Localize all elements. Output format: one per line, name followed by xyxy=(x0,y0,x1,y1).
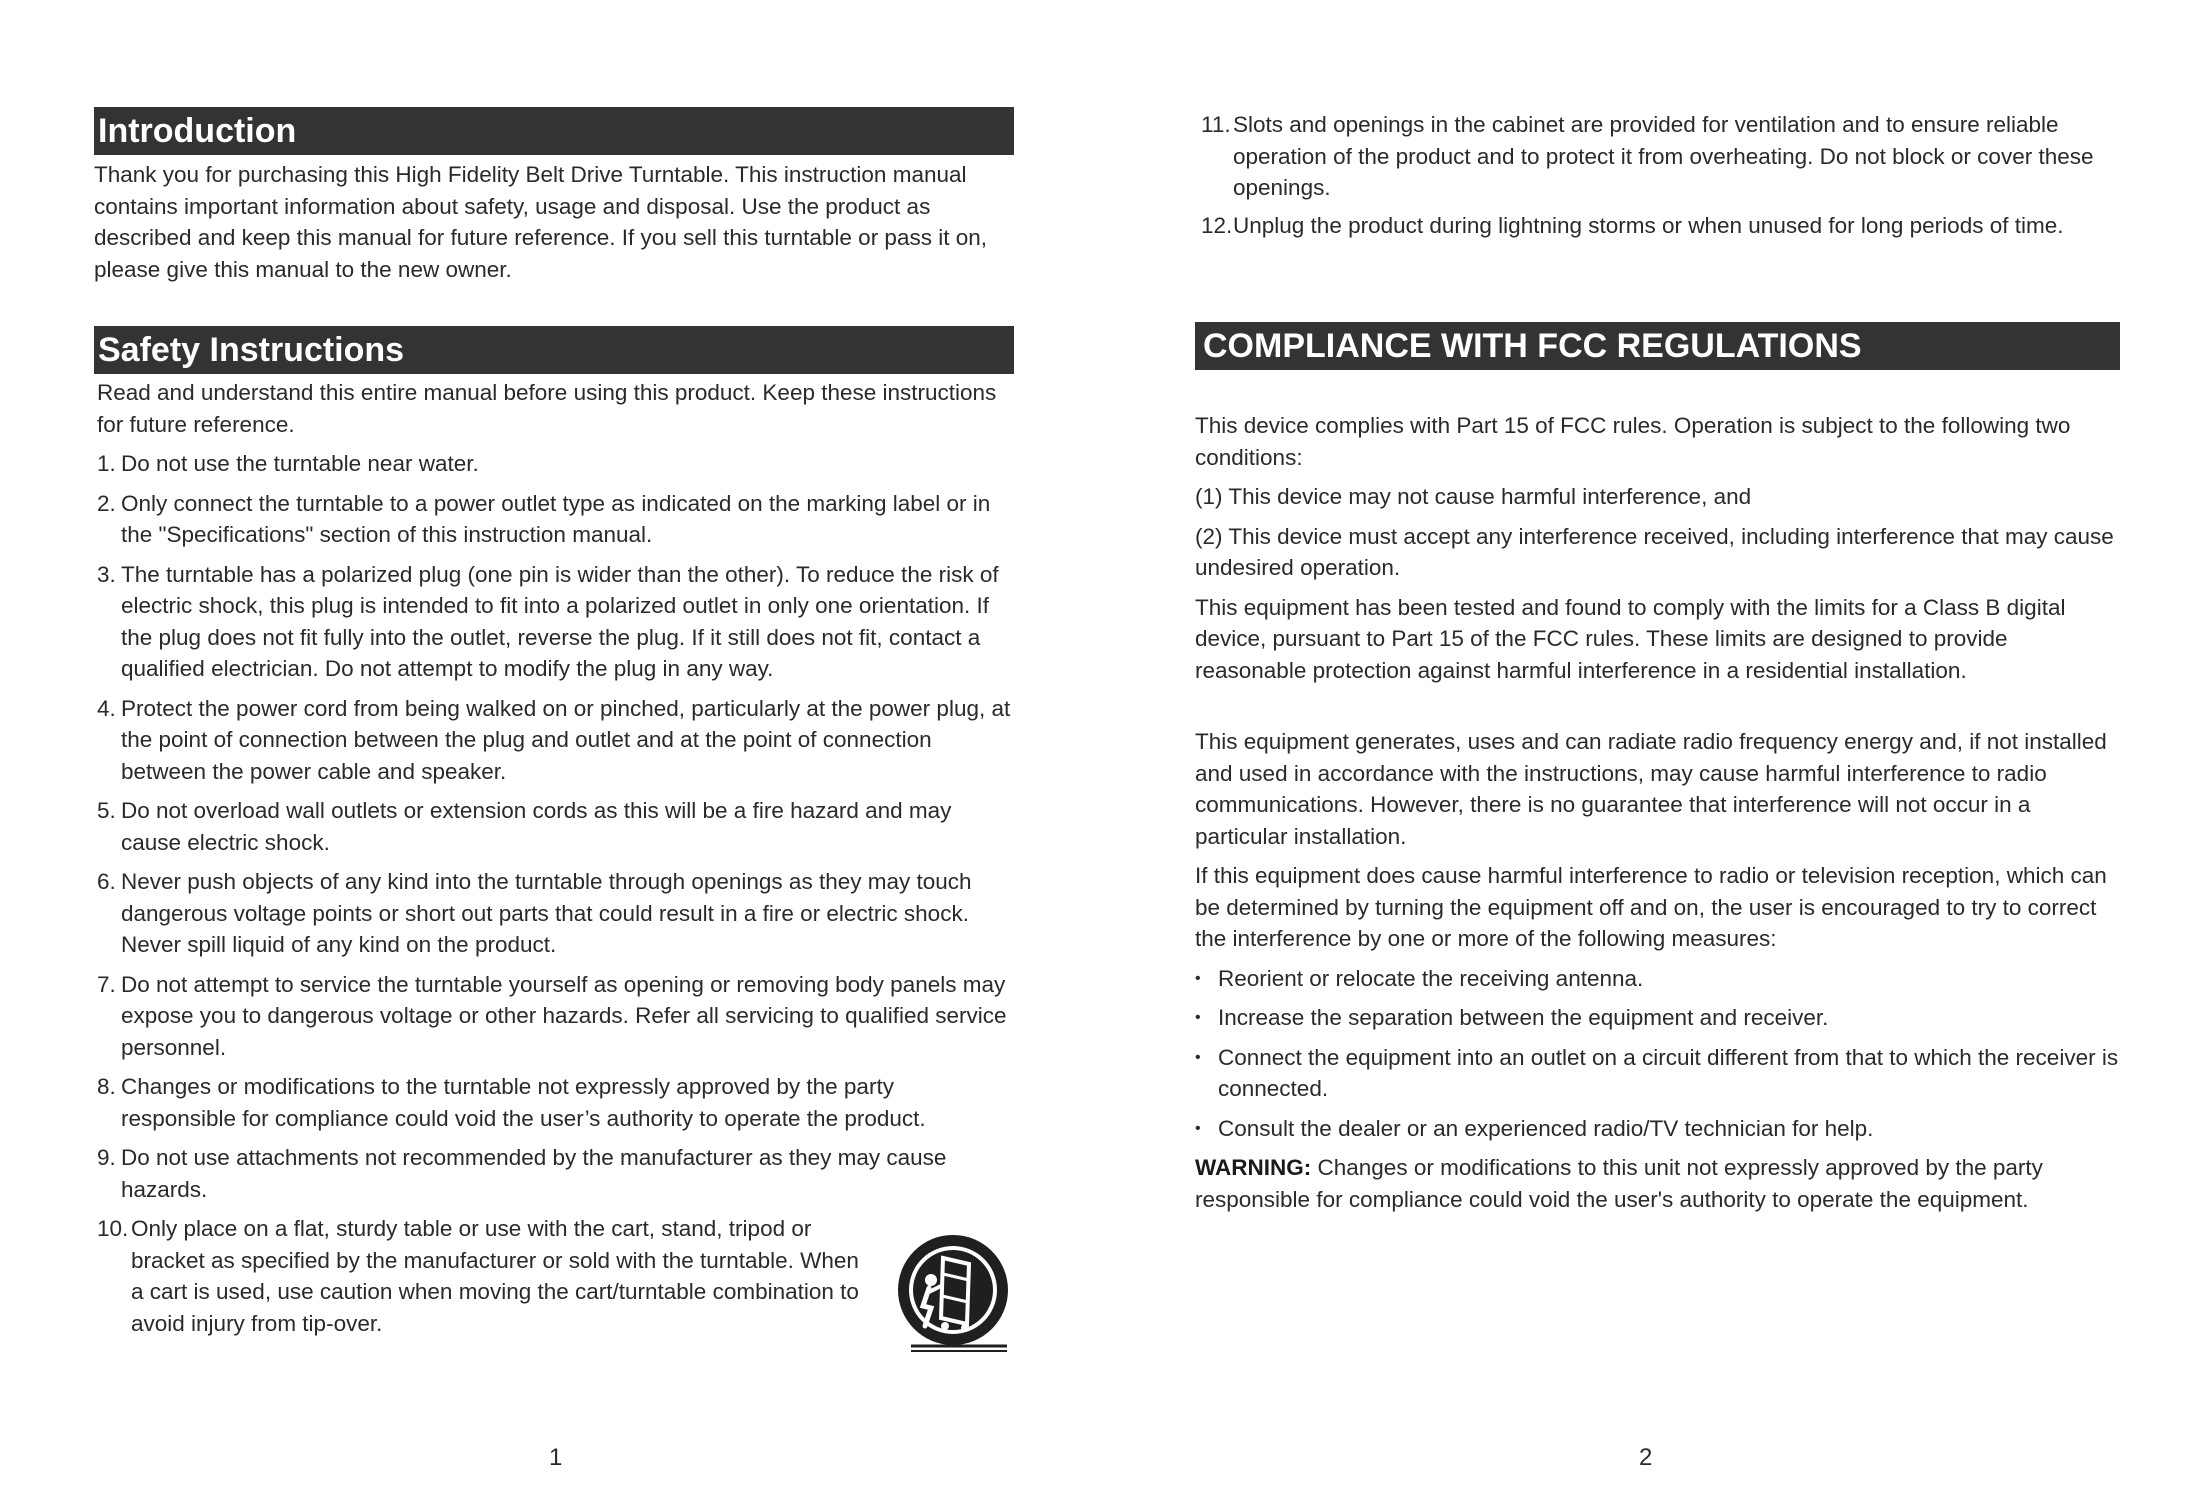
fcc-condition-2: (2) This device must accept any interference received, including interference that may cause undesired operation. xyxy=(1195,523,2114,580)
item-text: Only connect the turntable to a power outlet type as indicated on the marking label or in the "Specifications" section of this instruction manual. xyxy=(121,490,991,547)
safety-list xyxy=(94,448,1014,1339)
list-item xyxy=(97,1142,1014,1205)
safety-lead: Read and understand this entire manual before using this product. Keep these instructions for future reference. xyxy=(97,380,997,437)
item-number: 6. xyxy=(97,869,116,894)
item-number: 1. xyxy=(97,451,116,476)
item-text: Reorient or relocate the receiving antenna. xyxy=(1218,965,1644,991)
item-number: 12. xyxy=(1201,212,1233,238)
fcc-heading: COMPLIANCE WITH FCC REGULATIONS xyxy=(1195,322,2120,370)
list-item xyxy=(97,795,1014,858)
warning-text: Changes or modifications to this unit not expressly approved by the party responsible for compliance could void the user's authority to operate the equipment. xyxy=(1195,1155,2043,1212)
item-number: 11. xyxy=(1201,112,1231,137)
introduction-section xyxy=(94,107,1014,285)
list-item xyxy=(97,1213,871,1339)
fcc-section xyxy=(1195,322,2120,1215)
bullet-icon: • xyxy=(1195,969,1201,987)
left-page xyxy=(94,0,1014,1512)
item-text: Connect the equipment into an outlet on a circuit different from that to which the receiver is connected. xyxy=(1218,1044,2119,1101)
item-text: Consult the dealer or an experienced radio/TV technician for help. xyxy=(1218,1115,1874,1141)
item-text: Protect the power cord from being walked on or pinched, particularly at the power plug, at the point of connection between the plug and outlet and at the point of connection between the power cable and speaker. xyxy=(121,695,1011,784)
item-number: 2. xyxy=(97,490,116,516)
bullet-icon: • xyxy=(1195,1009,1201,1026)
bullet-icon: • xyxy=(1195,1048,1201,1066)
warning-label: WARNING: xyxy=(1195,1155,1312,1180)
item-number: 9. xyxy=(97,1145,116,1170)
fcc-condition-1: (1) This device may not cause harmful interference, and xyxy=(1195,484,1752,509)
item-number: 10. xyxy=(97,1216,129,1241)
item-text: Do not use the turntable near water. xyxy=(121,451,479,476)
list-item xyxy=(1195,210,2120,242)
cart-tip-over-warning-icon xyxy=(895,1234,1015,1354)
right-page xyxy=(1195,0,2120,1512)
item-text: Unplug the product during lightning storms or when unused for long periods of time. xyxy=(1233,212,2064,238)
safety-section xyxy=(94,326,1014,1347)
item-number: 3. xyxy=(97,561,116,587)
list-item xyxy=(1195,109,2120,204)
item-number: 5. xyxy=(97,798,116,823)
list-item xyxy=(97,969,1014,1064)
safety-heading: Safety Instructions xyxy=(94,326,1014,374)
introduction-heading: Introduction xyxy=(94,107,1014,155)
introduction-body: Thank you for purchasing this High Fidelity Belt Drive Turntable. This instruction manual contains important information about safety, usage and disposal. Use the product as described and keep this manual for future reference. If you sell this turntable or pass it on, please give this manual to the new owner. xyxy=(94,162,987,282)
item-number: 7. xyxy=(97,971,116,997)
list-item xyxy=(97,1071,1014,1134)
fcc-paragraph: This equipment generates, uses and can radiate radio frequency energy and, if not installed and used in accordance with the instructions, may cause harmful interference to radio communications. However, there is no guarantee that interference will not occur in a particular installation. xyxy=(1195,729,2107,849)
item-text: Do not use attachments not recommended by the manufacturer as they may cause hazards. xyxy=(121,1145,947,1202)
item-text: The turntable has a polarized plug (one pin is wider than the other). To reduce the risk of electric shock, this plug is intended to fit into a polarized outlet in only one orientation. If the plug does not fit fully into the outlet, reverse the plug. If it still does not fit, contact a qualified electrician. Do not attempt to modify the plug in any way. xyxy=(121,561,999,681)
list-item xyxy=(1195,1042,2120,1105)
item-number: 8. xyxy=(97,1074,116,1099)
list-item xyxy=(1195,1002,2120,1034)
fcc-paragraph: If this equipment does cause harmful interference to radio or television reception, which can be determined by turning the equipment off and on, the user is encouraged to try to correct the interference by one or more of the following measures: xyxy=(1195,863,2107,951)
item-text: Changes or modifications to the turntable not expressly approved by the party responsible for compliance could void the user’s authority to operate the product. xyxy=(121,1074,926,1131)
page-number-right: 2 xyxy=(1639,1444,1653,1471)
item-number: 4. xyxy=(97,695,116,721)
fcc-paragraph: This device complies with Part 15 of FCC rules. Operation is subject to the following two conditions: xyxy=(1195,413,2071,470)
item-text: Never push objects of any kind into the turntable through openings as they may touch dangerous voltage points or short out parts that could result in a fire or electric shock. Never spill liquid of any kind on the product. xyxy=(121,869,972,957)
bullet-icon: • xyxy=(1195,1119,1201,1137)
page-number-left: 1 xyxy=(549,1444,563,1471)
list-item xyxy=(1195,1113,2120,1145)
item-text: Do not attempt to service the turntable yourself as opening or removing body panels may expose you to dangerous voltage or other hazards. Refer all servicing to qualified service personnel. xyxy=(121,971,1007,1060)
fcc-measures-list xyxy=(1195,963,2120,1145)
list-item xyxy=(97,866,1014,961)
list-item xyxy=(1195,963,2120,995)
item-text: Slots and openings in the cabinet are provided for ventilation and to ensure reliable operation of the product and to protect it from overheating. Do not block or cover these openings. xyxy=(1233,112,2094,200)
list-item xyxy=(97,693,1014,788)
fcc-paragraph: This equipment has been tested and found to comply with the limits for a Class B digital device, pursuant to Part 15 of the FCC rules. These limits are designed to provide reasonable protection against harmful interference in a residential installation. xyxy=(1195,594,2066,683)
list-item xyxy=(97,488,1014,551)
list-item xyxy=(97,448,1014,480)
item-text: Increase the separation between the equipment and receiver. xyxy=(1218,1005,1829,1030)
safety-list-continued xyxy=(1195,109,2120,249)
fcc-warning xyxy=(1195,1152,2120,1215)
list-item xyxy=(97,559,1014,685)
item-text: Do not overload wall outlets or extension cords as this will be a fire hazard and may cause electric shock. xyxy=(121,798,952,855)
item-text: Only place on a flat, sturdy table or use with the cart, stand, tripod or bracket as specified by the manufacturer or sold with the turntable. When a cart is used, use caution when moving the cart/turntable combination to avoid injury from tip-over. xyxy=(131,1216,859,1336)
